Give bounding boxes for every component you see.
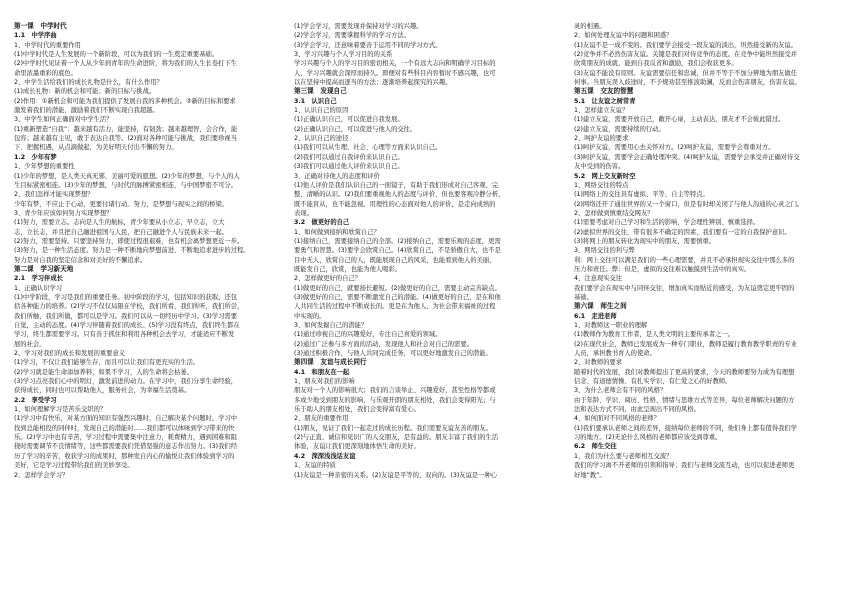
text-line: 1、认识自己的原因 — [294, 107, 349, 115]
text-line: 生目标紧密相连。(3)少年的梦想，与时代的脉搏紧密相连，与中国梦密不可分。 — [14, 181, 238, 189]
text-line: 历了学习的辛苦，收获学习的成果时，那种发自内心的愉悦让我们体验到学习的 — [14, 452, 235, 460]
text-line: (1)成长礼物：新的机会和可能；新的目标与挑战。 — [14, 88, 156, 96]
text-line: 学习，终生都需要学习。只有善于抓住和利用各种机会去学习，才能适应不断发 — [14, 331, 235, 339]
text-line: 以在坚持中提高而逐当的方法；逐渐培养起探究的兴趣。 — [294, 79, 452, 87]
text-line: 4、如何面对不同风格的老师？ — [574, 415, 660, 423]
section-heading: 6.1 走进老师 — [574, 312, 617, 320]
text-line: (2)通过广泛参与多方面的活动，发现他人和社会对自己的需要。 — [294, 340, 473, 348]
column-1 — [14, 22, 284, 602]
text-line: (1)少年的梦想，是人类天真无邪、美丽可爱的愿想。(2)少年的梦想，与个人的人 — [14, 172, 240, 180]
text-line: 乐于助人的朋友相处，我们会变得富有爱心。 — [294, 406, 420, 414]
text-line: 2、怎样做到慎重结交网友？ — [574, 209, 654, 217]
text-line: 努力是对自我的坚定信念和对美好的不懈追求。 — [14, 256, 147, 264]
lesson-heading: 第一课 中学时代 — [14, 22, 67, 30]
text-line: 2、呵护友谊的要求 — [574, 135, 629, 143]
text-line: (2)中学时代见证着一个人从少年到青年的生命进阶，将为我们的人生长卷打下生 — [14, 60, 238, 68]
section-heading: 2.1 学习伴成长 — [14, 275, 63, 283]
text-line: 灵的相遇。 — [574, 23, 606, 30]
text-line: 乐。(2)学习中也有辛苦，学习过程中需要集中注意力，耗费精力，遇到困难和阻 — [14, 434, 238, 442]
text-line: (3)努力，是一种生活态度。努力是一种不断地向梦想前进、不断地追求进步的过程。 — [14, 247, 250, 255]
text-line: (1)网络上的交往具有虚拟、平等、自主等特点。 — [574, 191, 709, 199]
text-line: 利：网上交往可以满足我们的一些心理需要，并且不必承担现实交往中那么多的 — [574, 256, 795, 264]
text-line: 人员，承担教书育人的使命。 — [574, 350, 656, 358]
text-line: (3)学习点亮我们心中的明灯，激发前进的动力。在学习中，我们分享生命经验， — [14, 378, 238, 386]
text-line: 基础。 — [574, 293, 593, 301]
text-line: 3、青少年应该如何努力实现梦想？ — [14, 209, 113, 217]
text-line: 3、学习兴趣与个人学习目的的关系 — [294, 51, 393, 59]
text-line: (1)友谊是一种亲密的关系。(2)友谊是平等的、双向的。(3)友谊是一种心 — [294, 471, 498, 479]
text-line: 1、正确认识学习 — [14, 284, 63, 292]
text-line: 目中无人，欣赏自己的人，既能展现自己的风采，也能看到他人的美丽， — [294, 256, 496, 264]
text-line: (1)需要考虑对自己学习和生活的影响，学会理性辨别、慎重选择。 — [574, 219, 760, 227]
text-line: 3、中学生如何正确面对中学生活？ — [14, 116, 113, 124]
text-line: 下、把握机遇，从点滴做起，为美好明天付出不懈的努力。 — [14, 144, 178, 152]
text-line: (2)学会学习，需要掌握科学的学习方法。 — [294, 32, 410, 40]
text-line: 3、为什么老师会有不同的风格？ — [574, 387, 667, 395]
text-line: (1)努力，需要立志。志向是人生的航标，青少年要从小立志，早立志，立大 — [14, 219, 225, 227]
text-line: 我们所触，我们所做，都可以是学习。我们可以从一切经历中学习。(3)学习需要 — [14, 312, 238, 320]
text-line: 1、朋友对我们的影响 — [294, 378, 355, 386]
text-line: 信念、有道德情操、有扎实学识、有仁爱之心的好教师。 — [574, 378, 732, 386]
text-line: 体验，友谊让我们更深刻地体悟生命的美好。 — [294, 443, 420, 451]
text-line: 3、网络交往的利与弊 — [574, 247, 635, 255]
text-line: 1、网络交往的特点 — [574, 181, 629, 189]
text-line: (2)虚拟世界的交往，带有很多不确定的因素，我们要有一定的自我保护意识。 — [574, 228, 791, 236]
text-line: (1)学习，不仅让我们能够生存，而且可以让我们有更充实的生活。 — [14, 359, 200, 367]
text-line: (2)作用：①新机会和可能为我们提供了发展自我的多种机会。②新的目标和要求 — [14, 97, 236, 105]
text-line: (2)在现代社会，教师已发展成为一种专门职业，教师是履行教育教学职责的专业 — [574, 340, 798, 348]
text-line: 少年有梦，不应止于心动，更要付诸行动。努力，是梦想与现实之间的桥梁。 — [14, 200, 229, 208]
text-line: 2、学习对我们的成长和发展的重要意义 — [14, 350, 126, 358]
text-line: 朋友对一个人的影响很大；我们的言谈举止、兴趣爱好，甚至性格等都或 — [294, 387, 496, 395]
text-line: 中实现的。 — [294, 312, 326, 320]
section-heading: 6.2 师生交往 — [574, 443, 617, 451]
text-line: (2)努力，需要坚持。只要坚持努力，即使过程很艰难，也有机会离梦想更近一步。 — [14, 237, 244, 245]
text-line: 3、如何发掘自己的潜能？ — [294, 322, 368, 329]
text-line: 既不能盲从，也不能忽视。用理性的心态面对他人的评价，是走向成熟的 — [294, 200, 496, 208]
section-heading: 2.2 享受学习 — [14, 396, 57, 404]
text-line: 压力和责任。弊：但是，虚拟的交往难以触摸到生活中的真实。 — [574, 265, 751, 273]
text-line: (1)他人评价是我们认识自己的一面镜子，有助于我们形成对自己客观、完 — [294, 181, 499, 189]
section-heading: 5.2 网上交友新时空 — [574, 172, 636, 180]
text-line: (2)学习就是能生命添加养料，如果不学习，人的生命将会枯萎。 — [14, 368, 193, 376]
column-2 — [294, 22, 564, 602]
text-line: 表现。 — [294, 209, 313, 217]
text-line: (2)正确认识自己，可以促进与他人的交往。 — [294, 125, 417, 133]
text-line: 1、少年梦想的重要性 — [14, 163, 75, 171]
text-line: 3、正确对待他人的态度和评价 — [294, 172, 380, 180]
text-line: 2、怎样学会学习？ — [14, 471, 69, 479]
text-line: 2、对教师的要求 — [574, 359, 623, 367]
text-line: (3)将网上的朋友转化为现实中的朋友，需要慎重。 — [574, 237, 716, 245]
text-line: 由于年龄、学识、阅历、性格、情绪与思维方式等差异，每位老师解决问题的方 — [574, 396, 795, 404]
text-line: 我们要学会在现实中与同伴交往，增加真实而贴近的感受，为友谊奠定更牢固的 — [574, 284, 795, 292]
text-line: 1、怎样建立友谊？ — [574, 107, 629, 115]
text-line: (2)网络还开了通往世界的又一个窗口，但是有时却关闭了与他人沟通的心灵之门。 — [574, 200, 804, 208]
text-line: (2)与正直、诚信和见识广的人交朋友，是有益的。朋友丰富了我们的生活 — [294, 434, 499, 442]
section-heading: 4.1 和朋友在一起 — [294, 368, 350, 376]
text-line: (1)我们可以从生理、社会、心理等方面来认识自己。 — [294, 144, 442, 152]
text-line: 整、清晰的认识。(2)我们要重视他人的态度与评价，但也要客观冷静分析， — [294, 191, 505, 199]
text-line: 何事。当朋友误入歧途时，不予规劝甚至推波助澜，反而会伤害朋友，伤害友谊。 — [574, 79, 801, 87]
text-line: (2)我们可以通过自我评价来认识自己。 — [294, 153, 404, 161]
text-line: 激发着我们的潜能，激励着我们不断实现自我超越。 — [14, 107, 159, 115]
text-line: 括各种能力的培养。(2)学习不仅仅局限在学校，我们所看，我们所听，我们所尝， — [14, 303, 244, 311]
text-line: 既能发自己，欣赏，也能为他人喝彩。 — [294, 265, 402, 273]
text-line: 包容；越来越有主见，敢于表达自我等。(2)面对各种可能与挑战，我们要珍视当 — [14, 135, 238, 143]
text-line: 4、注意现实交往 — [574, 275, 623, 283]
text-line: 好地“教”。 — [574, 471, 606, 479]
lesson-heading: 第六课 师生之间 — [574, 302, 627, 311]
text-line: (3)我们可以通过他人评价来认识自己。 — [294, 163, 404, 171]
text-line: (2)竞争并不必然伤害友谊。关键是我们对待竞争的态度。在竞争中能坦然接受并 — [574, 51, 798, 59]
text-line: 1、中学时代的重要作用 — [14, 41, 81, 49]
text-line: 习的地方。(2)无论什么风格的老师都应该受到尊重。 — [574, 434, 722, 442]
section-heading: 3.1 认识自己 — [294, 97, 337, 105]
text-line: (1)呵护友谊，需要用心去关怀对方。(2)呵护友谊，需要学会尊重对方。 — [574, 144, 775, 152]
text-line: 2、怎样做更好的自己？ — [294, 275, 361, 283]
lesson-heading: 第五课 交友的智慧 — [574, 87, 634, 96]
lesson-heading: 第四课 友谊与成长同行 — [294, 358, 367, 367]
text-line: (3)呵护友谊，需要学会正确处理冲突。(4)呵护友谊，需要学会承受并正确对待交 — [574, 153, 800, 161]
section-heading: 1.2 少年有梦 — [14, 153, 57, 161]
text-line: (3)做更好的自己，需要不断激发自己的潜能。(4)做更好的自己，是在和他 — [294, 293, 501, 301]
text-line: 志，立长志，并且把自己融进祖国与人民，把自己融进个人与民族未来一起。 — [14, 228, 229, 236]
text-line: (1)通过珍视自己的兴趣爱好，专注自己喜爱的领域。 — [294, 331, 442, 339]
text-line: 人，学习兴趣就会深厚而持久。即便对有些科目内容暂时不感兴趣，也可 — [294, 69, 496, 77]
lesson-heading: 第二课 学习新天地 — [14, 264, 74, 273]
text-line: 多或少地受到朋友的影响，与乐观开朗的朋友相处，我们会变得阳光；与 — [294, 396, 496, 404]
text-line: 1、对教师这一职业的理解 — [574, 322, 648, 329]
text-line: 挠时需要调节不良情绪等，这些都需要我们凭借坚强的意志作出努力。(3)我们经 — [14, 443, 238, 451]
text-line: 找到总能相投的同伴时，发现自己的潜能时……我们都可以体味到学习带来的快 — [14, 424, 235, 432]
text-line: 2、中学生活给我们的成长礼物是什么，有什么作用？ — [14, 79, 163, 87]
text-line: 美好，它是学习过程带给我们的美妙享受。 — [14, 462, 134, 470]
text-line: 2、我们怎样才能实现梦想？ — [14, 191, 94, 199]
text-line: (2)建立友谊，需要持续的行动。 — [574, 125, 665, 133]
text-line: (1)教师作为教育工作者，是人类文明的主要传承者之一。 — [574, 331, 735, 339]
text-line: 获得成长，同时也可以帮助他人，服务社会，为幸福生活奠基。 — [14, 387, 191, 395]
text-line: 学习兴趣与个人的学习目的密切相关，一个有远大志向和明确学习目标的 — [294, 60, 496, 68]
text-line: (3)友谊不能没有原则。友谊需要信任和忠诚，但并不等于不加分辨地为朋友做任 — [574, 69, 798, 77]
text-line: 2、朋友的重要作用 — [294, 415, 349, 423]
text-line: (1)朋友，见证了我们一起走过的成长历程。我们需要友谊友善的朋友。 — [294, 424, 492, 432]
text-line: 我们的学习离不开老师的引领和指导；我们与老师交流互动，也可以促进老师更 — [574, 462, 795, 470]
text-line: (1)做更好的自己，就要扬长避短。(2)做更好的自己，需要主动完善缺点。 — [294, 284, 501, 292]
text-line: 自觉，主动的态度。(4)学习伴随着我们的成长。(5)学习没有终点，我们终生都在 — [14, 322, 240, 329]
text-line: (1)重新塑造“自我”：越来越有活力，能坚持，有韧劲；越来越理智，会合作，能 — [14, 125, 238, 133]
text-line: (1)中学时代是人生发展的一个新阶段，可以为我们的一生奠定重要基础。 — [14, 51, 219, 59]
text-line: 友中受到的伤害。 — [574, 163, 625, 171]
text-line: (1)建立友谊，需要开放自己，敞开心扉，主动表达，朋友才不会彼此错过。 — [574, 116, 785, 124]
column-3 — [574, 22, 844, 602]
text-line: (1)我们要承认老师之间的差异，接纳每位老师的不同，他们身上都有值得我们学 — [574, 424, 798, 432]
text-line: 展的社会。 — [14, 340, 46, 348]
text-line: (3)通过积极合作，与他人共同完成任务，可以更好地激发自己的潜能。 — [294, 350, 492, 358]
text-line: (1)接纳自己，需要接纳自己的全部。(2)接纳自己，需要乐观的态度，更需 — [294, 237, 501, 245]
section-heading: 3.2 做更好的自己 — [294, 219, 350, 227]
document-page — [14, 22, 846, 602]
text-line: 要勇气和智慧。(3)要学会欣赏自己。(4)欣赏自己，不是骄傲自大，也不是 — [294, 247, 501, 255]
text-line: 人共同生活的过程中不断成长的。更是在为他人、为社会带来福祉的过程 — [294, 303, 496, 311]
text-line: 1、友谊的特质 — [294, 462, 336, 470]
text-line: (1)学习中有快乐，对某方面的知识有强烈兴趣时，自己解决某个问题时，学习中 — [14, 415, 238, 423]
text-line: (1)正确认识自己，可以促进自我发展。 — [294, 116, 404, 124]
section-heading: 1.1 中学序曲 — [14, 32, 57, 40]
text-line: (1)友谊不是一成不变的。我们要学会接受一段友谊的淡出，坦然接受新的友谊。 — [574, 41, 798, 49]
section-heading: 4.2 深深浅浅话友谊 — [294, 452, 356, 460]
text-line: 1、如何做到接纳和欣赏自己？ — [294, 228, 380, 236]
text-line: 1、如何理解学习是苦乐交织的？ — [14, 406, 107, 414]
text-line: (1)中学阶段，学习是我们的重要任务。初中阶段的学习，包括知识的获取，还包 — [14, 293, 238, 301]
text-line: (1)学会学习，需要发现并保持对学习的兴趣。 — [294, 23, 423, 30]
text-line: 随着时代的发展，我们对教师提出了更高的要求，今天的教师要努力成为有理想 — [574, 368, 795, 376]
text-line: 欣赏朋友的成就，能到自我反省和激励，我们会收获更多。 — [574, 60, 738, 68]
text-line: 2、如何处理友谊中的问题和困惑？ — [574, 32, 673, 40]
lesson-heading: 第三课 发现自己 — [294, 87, 347, 96]
section-heading: 5.1 让友谊之树常青 — [574, 97, 636, 105]
text-line: (3)学会学习，还意味着要善于运用不同的学习方式。 — [294, 41, 442, 49]
text-line: 法和表达方式不同，由此呈现出不同的风格。 — [574, 406, 700, 414]
text-line: 2、认识自己的途径 — [294, 135, 349, 143]
text-line: 命里浓墨重彩的底色。 — [14, 69, 77, 77]
text-line: 1、我们为什么要与老师相互交流？ — [574, 452, 673, 460]
